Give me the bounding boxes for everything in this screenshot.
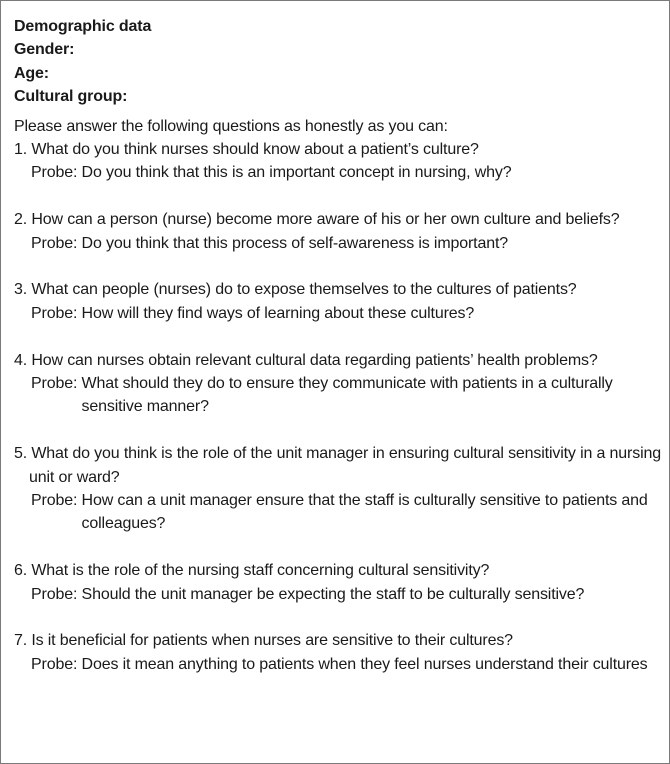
- probe-text: Should the unit manager be expecting the staff to be culturally sensitive?: [81, 585, 585, 603]
- intro-text: Please answer the following questions as honestly as you can:: [14, 117, 448, 135]
- probe: [14, 653, 661, 676]
- spacer: [14, 185, 661, 208]
- question-text: 6. What is the role of the nursing staff concerning cultural sensitivity?: [14, 562, 490, 580]
- spacer: [14, 419, 661, 442]
- spacer: [14, 606, 661, 629]
- probe-label: Probe:: [31, 585, 82, 603]
- probe-text: Do you think that this is an important concept in nursing, why?: [81, 164, 512, 182]
- question-item-5: [14, 442, 661, 536]
- probe-label: Probe:: [31, 655, 82, 673]
- probe-label: Probe:: [31, 304, 82, 322]
- question-text: 1. What do you think nurses should know about a patient’s culture?: [14, 141, 479, 159]
- question-item-2: [14, 208, 661, 255]
- probe: [14, 583, 661, 606]
- cultural-group-label: Cultural group:: [14, 88, 128, 106]
- age-label: Age:: [14, 64, 49, 82]
- gender-label: Gender:: [14, 41, 75, 59]
- question-item-3: [14, 278, 661, 325]
- question-item-6: [14, 559, 661, 606]
- probe-label: Probe:: [31, 164, 82, 182]
- spacer: [14, 325, 661, 348]
- demographics-title: Demographic data: [14, 18, 152, 35]
- probe-label: Probe:: [31, 492, 82, 510]
- question-text: 3. What can people (nurses) do to expose themselves to the cultures of patients?: [14, 281, 577, 299]
- spacer: [14, 255, 661, 278]
- question-text: 4. How can nurses obtain relevant cultural data regarding patients’ health problems?: [14, 351, 598, 369]
- question-text: 7. Is it beneficial for patients when nurses are sensitive to their cultures?: [14, 632, 513, 650]
- probe-text: How can a unit manager ensure that the staff is culturally sensitive to patients and colleagues?: [81, 492, 648, 533]
- probe: [14, 232, 661, 255]
- question-text: 2. How can a person (nurse) become more aware of his or her own culture and beliefs?: [14, 211, 620, 229]
- question-item-4: [14, 349, 661, 419]
- probe-label: Probe:: [31, 375, 82, 393]
- probe-text: How will they find ways of learning about these cultures?: [81, 304, 475, 322]
- interview-guide: [14, 15, 661, 676]
- probe: [14, 489, 661, 536]
- probe: [14, 302, 661, 325]
- demographics-section: [14, 15, 661, 109]
- question-item-7: [14, 629, 661, 676]
- probe-label: Probe:: [31, 234, 82, 252]
- probe-text: Does it mean anything to patients when they feel nurses understand their cultures: [81, 655, 648, 673]
- probe: [14, 161, 661, 184]
- spacer: [14, 536, 661, 559]
- probe-text: What should they do to ensure they communicate with patients in a culturally sensitive manner?: [81, 375, 613, 416]
- probe-text: Do you think that this process of self-awareness is important?: [81, 234, 509, 252]
- probe: [14, 372, 661, 419]
- question-text: 5. What do you think is the role of the unit manager in ensuring cultural sensitivity in a nursing unit or ward?: [14, 445, 661, 486]
- question-item-1: [14, 138, 661, 185]
